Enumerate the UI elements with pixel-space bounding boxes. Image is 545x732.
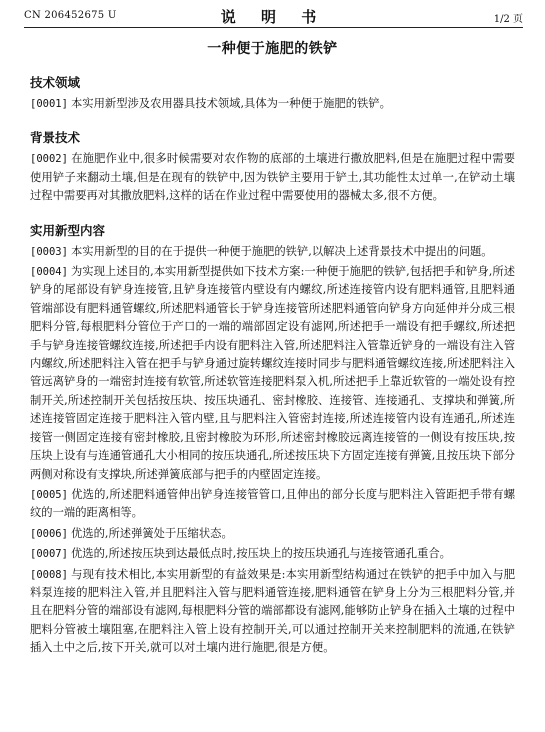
paragraph-text: 优选的,所述按压块到达最低点时,按压块上的按压块通孔与连接管通孔重合。: [71, 547, 451, 561]
paragraph-0001: [30, 95, 515, 113]
paragraph-number: [0001]: [30, 98, 68, 110]
section-heading-technical-field: 技术领域: [30, 75, 81, 90]
paragraph-number: [0006]: [30, 527, 68, 540]
paragraph-number: [0004]: [30, 266, 68, 279]
paragraph-0002: [30, 150, 515, 205]
patent-number: CN 206452675 U: [24, 10, 117, 21]
paragraph-number: [0002]: [30, 153, 68, 166]
paragraph-text: 本实用新型的目的在于提供一种便于施肥的铁铲,以解决上述背景技术中提出的问题。: [71, 244, 493, 258]
paragraph-0005: [30, 486, 515, 523]
document-body: [30, 74, 515, 660]
paragraph-number: [0007]: [30, 548, 68, 561]
paragraph-text: 与现有技术相比,本实用新型的有益效果是:本实用新型结构通过在铁铲的把手中加入与肥料泵连接的肥料注入管,并且肥料注入管与肥料通管连接,肥料通管在铲身上分为三根肥料分管,并且在肥料分管的端部设有滤网,每根肥料分管的端部都设有滤网,能够防止铲身在插入土壤的过程中肥料分管被土壤阻塞,在肥料注入管上设有控制开关,可以通过控制开关来控制肥料的流通,在铁铲插入土中之后,按下开关,就可以对土壤内进行施肥,很是方便。: [30, 567, 515, 655]
paragraph-text: 为实现上述目的,本实用新型提供如下技术方案:一种便于施肥的铁铲,包括把手和铲身,所述铲身的尾部设有铲身连接管,且铲身连接管内壁设有内螺纹,所述连接管内设有肥料通管,且肥料通管端部设有肥料通管螺纹,所述肥料通管长于铲身连接管所述肥料通管向铲身方向延伸并分成三根肥料分管,每根肥料分管位于产口的一端的端部固定设有滤网,所述把手一端设有把手螺纹,所述把手与铲身连接管螺纹连接,所述把手内设有肥料注入管,所述肥料注入管靠近铲身的一端设有注入管内螺纹,所述肥料注入管在把手与铲身通过旋转螺纹连接时同步与肥料通管螺纹连接,所述肥料注入管远离铲身的一端密封连接有软管,所述软管连接肥料泵入机,所述把手上靠近软管的一端处设有控制开关,所述控制开关包括按压块、按压块通孔、密封橡胶、连接管、连接通孔、支撑块和弹簧,所述连接管固定连接于肥料注入管内壁,且与肥料注入管密封连接,所述连接管内设有连通孔,所述连接管一侧固定连接有密封橡胶,且密封橡胶为环形,所述密封橡胶远离连接管的一侧设有按压块,按压块上设有与连通管通孔大小相同的按压块通孔,所述按压块下方固定连接有弹簧,且按压块下部分两侧对称设有支撑块,所述弹簧底部与把手的内壁固定连接。: [30, 265, 515, 481]
paragraph-0003: [30, 243, 515, 261]
section-heading-summary: 实用新型内容: [30, 222, 106, 238]
page-header: [24, 6, 523, 32]
paragraph-number: [0003]: [30, 245, 68, 258]
paragraph-number: [0005]: [30, 488, 68, 501]
paragraph-0008: [30, 566, 515, 658]
paragraph-text: 本实用新型涉及农用器具技术领域,具体为一种便于施肥的铁铲。: [71, 97, 391, 110]
paragraph-0007: [30, 545, 515, 563]
paragraph-text: 优选的,所述弹簧处于压缩状态。: [71, 526, 233, 540]
paragraph-text: 优选的,所述肥料通管伸出铲身连接管管口,且伸出的部分长度与肥料注入管距把手带有螺纹的一端的距离相等。: [30, 487, 515, 520]
paragraph-text: 在施肥作业中,很多时候需要对农作物的底部的土壤进行撒放肥料,但是在施肥过程中需要使用铲子来翻动土壤,但是在现有的铁铲中,因为铁铲主要用于铲土,其功能性太过单一,在铲动土壤过程中需要再对其撒放肥料,这样的话在作业过程中需要使用的器械太多,很不方便。: [30, 152, 515, 203]
document-title: 一种便于施肥的铁铲: [207, 41, 338, 57]
page-indicator: 1/2 页: [493, 14, 523, 25]
section-heading-background: 背景技术: [30, 130, 81, 146]
document-type: 说 明 书: [220, 8, 327, 26]
paragraph-number: [0008]: [30, 568, 68, 581]
paragraph-0006: [30, 525, 515, 543]
header-divider: [24, 27, 523, 28]
paragraph-0004: [30, 263, 515, 484]
